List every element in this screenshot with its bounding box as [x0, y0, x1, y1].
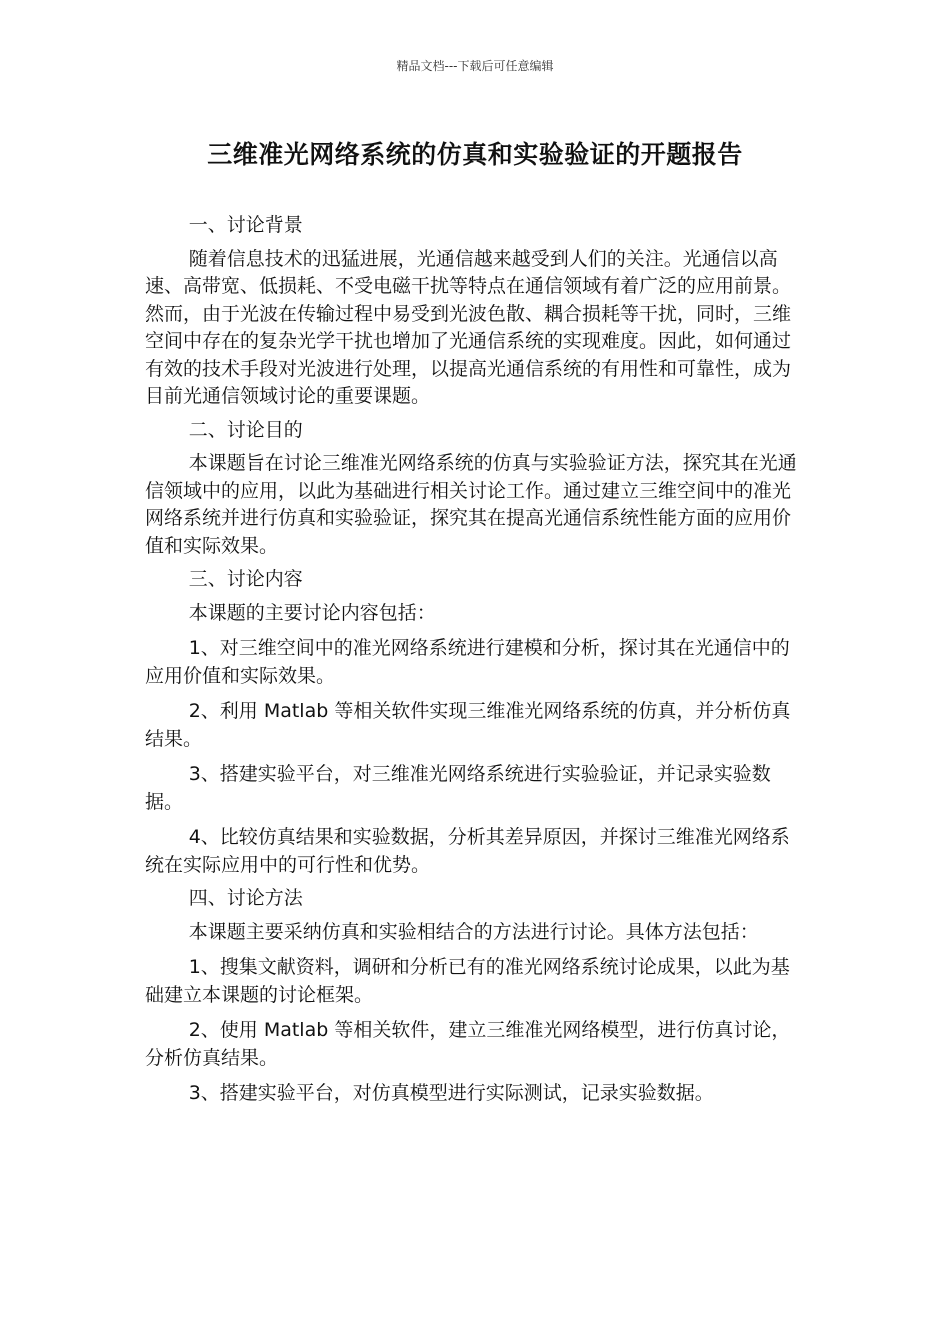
method-list-item: 3、搭建实验平台，对仿真模型进行实际测试，记录实验数据。	[188, 1082, 714, 1104]
content-list-item: 1、对三维空间中的准光网络系统进行建模和分析，探讨其在光通信中的应用价值和实际效果。	[145, 637, 790, 687]
section-body-background: 随着信息技术的迅猛进展，光通信越来越受到人们的关注。光通信以高速、高带宽、低损耗、不受电磁干扰等特点在通信领域有着广泛的应用前景。然而，由于光波在传输过程中易受到光波色散、耦合损耗等干扰，同时，三维空间中存在的复杂光学干扰也增加了光通信系统的实现难度。因此，如何通过有效的技术手段对光波进行处理，以提高光通信系统的有用性和可靠性，成为目前光通信领域讨论的重要课题。	[145, 247, 792, 407]
method-list-item: 1、搜集文献资料，调研和分析已有的准光网络系统讨论成果，以此为基础建立本课题的讨论框架。	[145, 956, 790, 1006]
content-list-item: 3、搭建实验平台，对三维准光网络系统进行实验验证，并记录实验数据。	[145, 763, 771, 813]
section-heading-background: 一、讨论背景	[188, 214, 303, 236]
section-heading-purpose: 二、讨论目的	[188, 418, 303, 441]
section-intro-content: 本课题的主要讨论内容包括：	[188, 601, 436, 624]
content-list-item: 2、利用 Matlab 等相关软件实现三维准光网络系统的仿真，并分析仿真结果。	[145, 700, 791, 750]
method-list-item: 2、使用 Matlab 等相关软件，建立三维准光网络模型，进行仿真讨论，分析仿真结果。	[145, 1019, 791, 1069]
section-body-purpose: 本课题旨在讨论三维准光网络系统的仿真与实验验证方法，探究其在光通信领域中的应用，以此为基础进行相关讨论工作。通过建立三维空间中的准光网络系统并进行仿真和实验验证，探究其在提高光通信系统性能方面的应用价值和实际效果。	[145, 452, 797, 557]
page-header-note: 精品文档---下载后可任意编辑	[396, 59, 554, 73]
document-title: 三维准光网络系统的仿真和实验验证的开题报告	[207, 140, 743, 169]
section-heading-content: 三、讨论内容	[188, 568, 303, 590]
document-body	[145, 212, 807, 1108]
section-heading-method: 四、讨论方法	[188, 887, 303, 909]
section-intro-method: 本课题主要采纳仿真和实验相结合的方法进行讨论。具体方法包括：	[188, 920, 759, 943]
content-list-item: 4、比较仿真结果和实验数据，分析其差异原因，并探讨三维准光网络系统在实际应用中的可行性和优势。	[145, 826, 790, 876]
